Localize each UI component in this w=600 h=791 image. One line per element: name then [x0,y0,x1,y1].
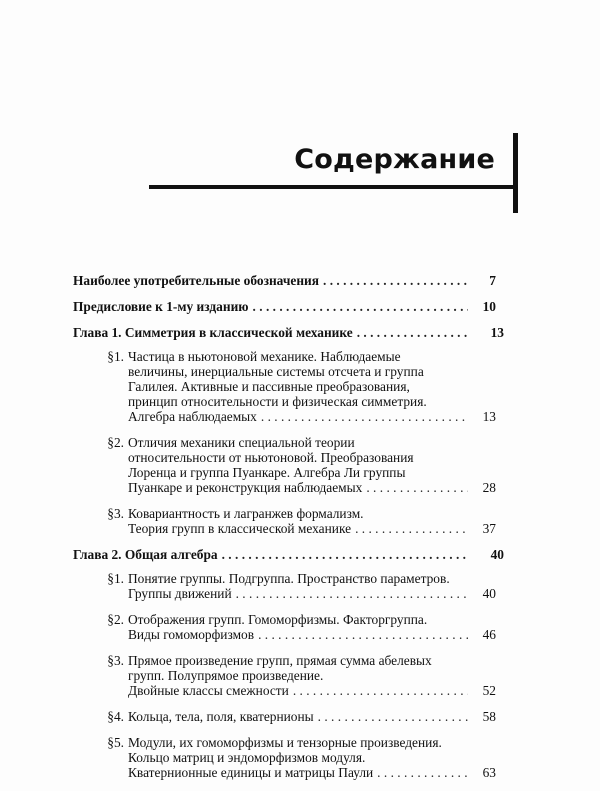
dot-leader [323,273,468,288]
entry-title-line: величины, инерциальные системы отсчета и группа [128,364,424,379]
table-of-contents [73,273,504,791]
entry-title-line: Кольца, тела, поля, кватернионы [128,709,314,724]
entry-title-line: Наиболее употребительные обозначения [73,273,319,288]
page-number: 7 [489,273,496,288]
page-number: 58 [482,709,496,724]
page-number: 10 [482,299,496,314]
toc-section-entry [107,349,496,424]
entry-title-line: Алгебра наблюдаемых [128,409,257,424]
page-number: 63 [482,765,496,780]
toc-section-entry [107,435,496,495]
entry-title-line: Понятие группы. Подгруппа. Пространство параметров. [128,571,450,586]
entry-title-line: Кольцо матриц и эндоморфизмов модуля. [128,750,366,765]
section-number: §1. [107,349,124,364]
section-number: §2. [107,435,124,450]
dot-leader [253,299,468,314]
section-number: §1. [107,571,124,586]
page-number: 52 [482,683,496,698]
entry-title-line: Глава 2. Общая алгебра [73,547,218,562]
entry-title-line: Двойные классы смежности [128,683,289,698]
title-vertical-rule [513,133,518,213]
dot-leader [355,521,468,536]
toc-chapter-entry [73,547,504,562]
page-number: 28 [482,480,496,495]
entry-title-line: Пуанкаре и реконструкция наблюдаемых [128,480,363,495]
page-number: 40 [482,586,496,601]
entry-title-line: принцип относительности и физическая симметрия. [128,394,427,409]
toc-section-entry [107,506,496,536]
entry-title-line: Кватернионные единицы и матрицы Паули [128,765,374,780]
toc-section-entry [107,653,496,698]
page-number: 37 [482,521,496,536]
toc-chapter-entry [73,325,504,340]
entry-title-line: Предисловие к 1-му изданию [73,299,249,314]
entry-title-line: групп. Полупрямое произведение. [128,668,324,683]
entry-title-line: Виды гомоморфизмов [128,627,255,642]
dot-leader [293,683,468,698]
dot-leader [318,709,468,724]
page-number: 13 [490,325,504,340]
dot-leader [258,627,468,642]
entry-title-line: Прямое произведение групп, прямая сумма абелевых [128,653,432,668]
entry-title-line: Теория групп в классической механике [128,521,352,536]
section-number: §3. [107,506,124,521]
entry-title-line: относительности от ньютоновой. Преобразования [128,450,414,465]
entry-title-line: Лоренца и группа Пуанкаре. Алгебра Ли группы [128,465,406,480]
section-number: §3. [107,653,124,668]
toc-section-entry [107,735,496,780]
dot-leader [236,586,468,601]
entry-title-line: Отличия механики специальной теории [128,435,355,450]
entry-title-line: Галилея. Активные и пассивные преобразования, [128,379,410,394]
dot-leader [366,480,468,495]
dot-leader [222,547,468,562]
page-title: Содержание [294,144,495,175]
entry-title-line: Частица в ньютоновой механике. Наблюдаемые [128,349,401,364]
page-number: 40 [490,547,504,562]
page-number: 13 [482,409,496,424]
dot-leader [377,765,468,780]
entry-title-line: Глава 1. Симметрия в классической механике [73,325,353,340]
title-horizontal-rule [149,185,517,189]
entry-title-line: Группы движений [128,586,232,601]
toc-chapter-entry [73,299,496,314]
toc-chapter-entry [73,273,496,288]
toc-section-entry [107,612,496,642]
entry-title-line: Отображения групп. Гомоморфизмы. Факторгруппа. [128,612,428,627]
dot-leader [357,325,468,340]
entry-title-line: Модули, их гомоморфизмы и тензорные произведения. [128,735,442,750]
toc-section-entry [107,571,496,601]
dot-leader [261,409,468,424]
toc-section-entry [107,709,496,724]
section-number: §4. [107,709,124,724]
page-number: 46 [482,627,496,642]
section-number: §5. [107,735,124,750]
entry-title-line: Ковариантность и лагранжев формализм. [128,506,364,521]
section-number: §2. [107,612,124,627]
